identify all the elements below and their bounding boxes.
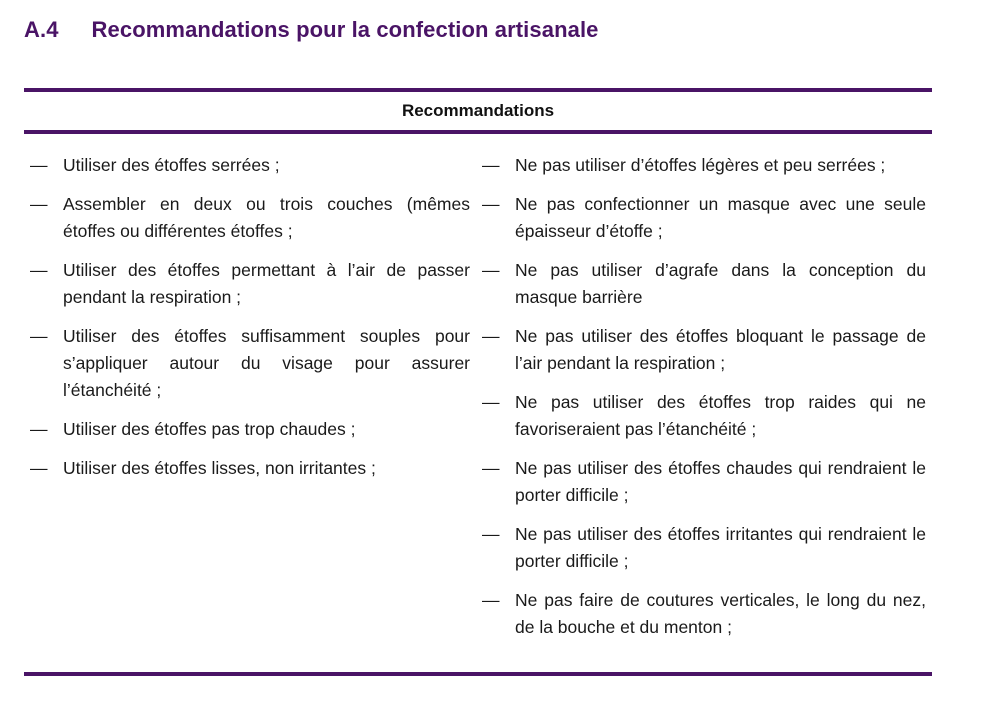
list-item bbox=[30, 455, 470, 482]
dash-bullet: — bbox=[482, 590, 500, 610]
list-item-text: Utiliser des étoffes lisses, non irritantes ; bbox=[63, 458, 376, 478]
list-item bbox=[482, 389, 926, 443]
list-item bbox=[30, 152, 470, 179]
list-item bbox=[482, 455, 926, 509]
list-item bbox=[30, 323, 470, 404]
dash-bullet: — bbox=[30, 419, 48, 439]
dash-bullet: — bbox=[482, 524, 500, 544]
section-title: Recommandations pour la confection artisanale bbox=[91, 17, 599, 42]
table-top-rule bbox=[24, 88, 932, 92]
dash-bullet: — bbox=[482, 458, 500, 478]
list-item-text: Ne pas faire de coutures verticales, le long du nez, de la bouche et du menton ; bbox=[515, 590, 926, 637]
dash-bullet: — bbox=[30, 260, 48, 280]
list-item-text: Ne pas utiliser d’agrafe dans la conception du masque barrière bbox=[515, 260, 926, 307]
list-item bbox=[30, 416, 470, 443]
list-item-text: Ne pas utiliser des étoffes irritantes qui rendraient le porter difficile ; bbox=[515, 524, 926, 571]
table-header-rule bbox=[24, 130, 932, 134]
list-item-text: Utiliser des étoffes serrées ; bbox=[63, 155, 280, 175]
list-item bbox=[482, 521, 926, 575]
recommended-list bbox=[30, 152, 470, 494]
list-item-text: Utiliser des étoffes suffisamment souples pour s’appliquer autour du visage pour assurer l’étanchéité ; bbox=[63, 326, 470, 400]
list-item-text: Assembler en deux ou trois couches (mêmes étoffes ou différentes étoffes ; bbox=[63, 194, 470, 241]
dash-bullet: — bbox=[30, 155, 48, 175]
list-item bbox=[30, 257, 470, 311]
section-heading bbox=[24, 17, 599, 43]
list-item-text: Ne pas utiliser des étoffes bloquant le passage de l’air pendant la respiration ; bbox=[515, 326, 926, 373]
section-number: A.4 bbox=[24, 17, 59, 42]
list-item bbox=[482, 191, 926, 245]
list-item-text: Utiliser des étoffes permettant à l’air de passer pendant la respiration ; bbox=[63, 260, 470, 307]
dash-bullet: — bbox=[482, 326, 500, 346]
dash-bullet: — bbox=[482, 194, 500, 214]
dash-bullet: — bbox=[482, 155, 500, 175]
dash-bullet: — bbox=[482, 392, 500, 412]
dash-bullet: — bbox=[30, 326, 48, 346]
list-item-text: Ne pas utiliser des étoffes trop raides qui ne favoriseraient pas l’étanchéité ; bbox=[515, 392, 926, 439]
list-item bbox=[482, 152, 926, 179]
list-item-text: Utiliser des étoffes pas trop chaudes ; bbox=[63, 419, 356, 439]
list-item-text: Ne pas confectionner un masque avec une seule épaisseur d’étoffe ; bbox=[515, 194, 926, 241]
list-item-text: Ne pas utiliser d’étoffes légères et peu serrées ; bbox=[515, 155, 886, 175]
dash-bullet: — bbox=[482, 260, 500, 280]
table-bottom-rule bbox=[24, 672, 932, 676]
table-header: Recommandations bbox=[401, 101, 555, 120]
list-item-text: Ne pas utiliser des étoffes chaudes qui rendraient le porter difficile ; bbox=[515, 458, 926, 505]
dash-bullet: — bbox=[30, 458, 48, 478]
list-item bbox=[482, 257, 926, 311]
list-item bbox=[482, 323, 926, 377]
list-item bbox=[30, 191, 470, 245]
dash-bullet: — bbox=[30, 194, 48, 214]
list-item bbox=[482, 587, 926, 641]
not-recommended-list bbox=[482, 152, 926, 653]
